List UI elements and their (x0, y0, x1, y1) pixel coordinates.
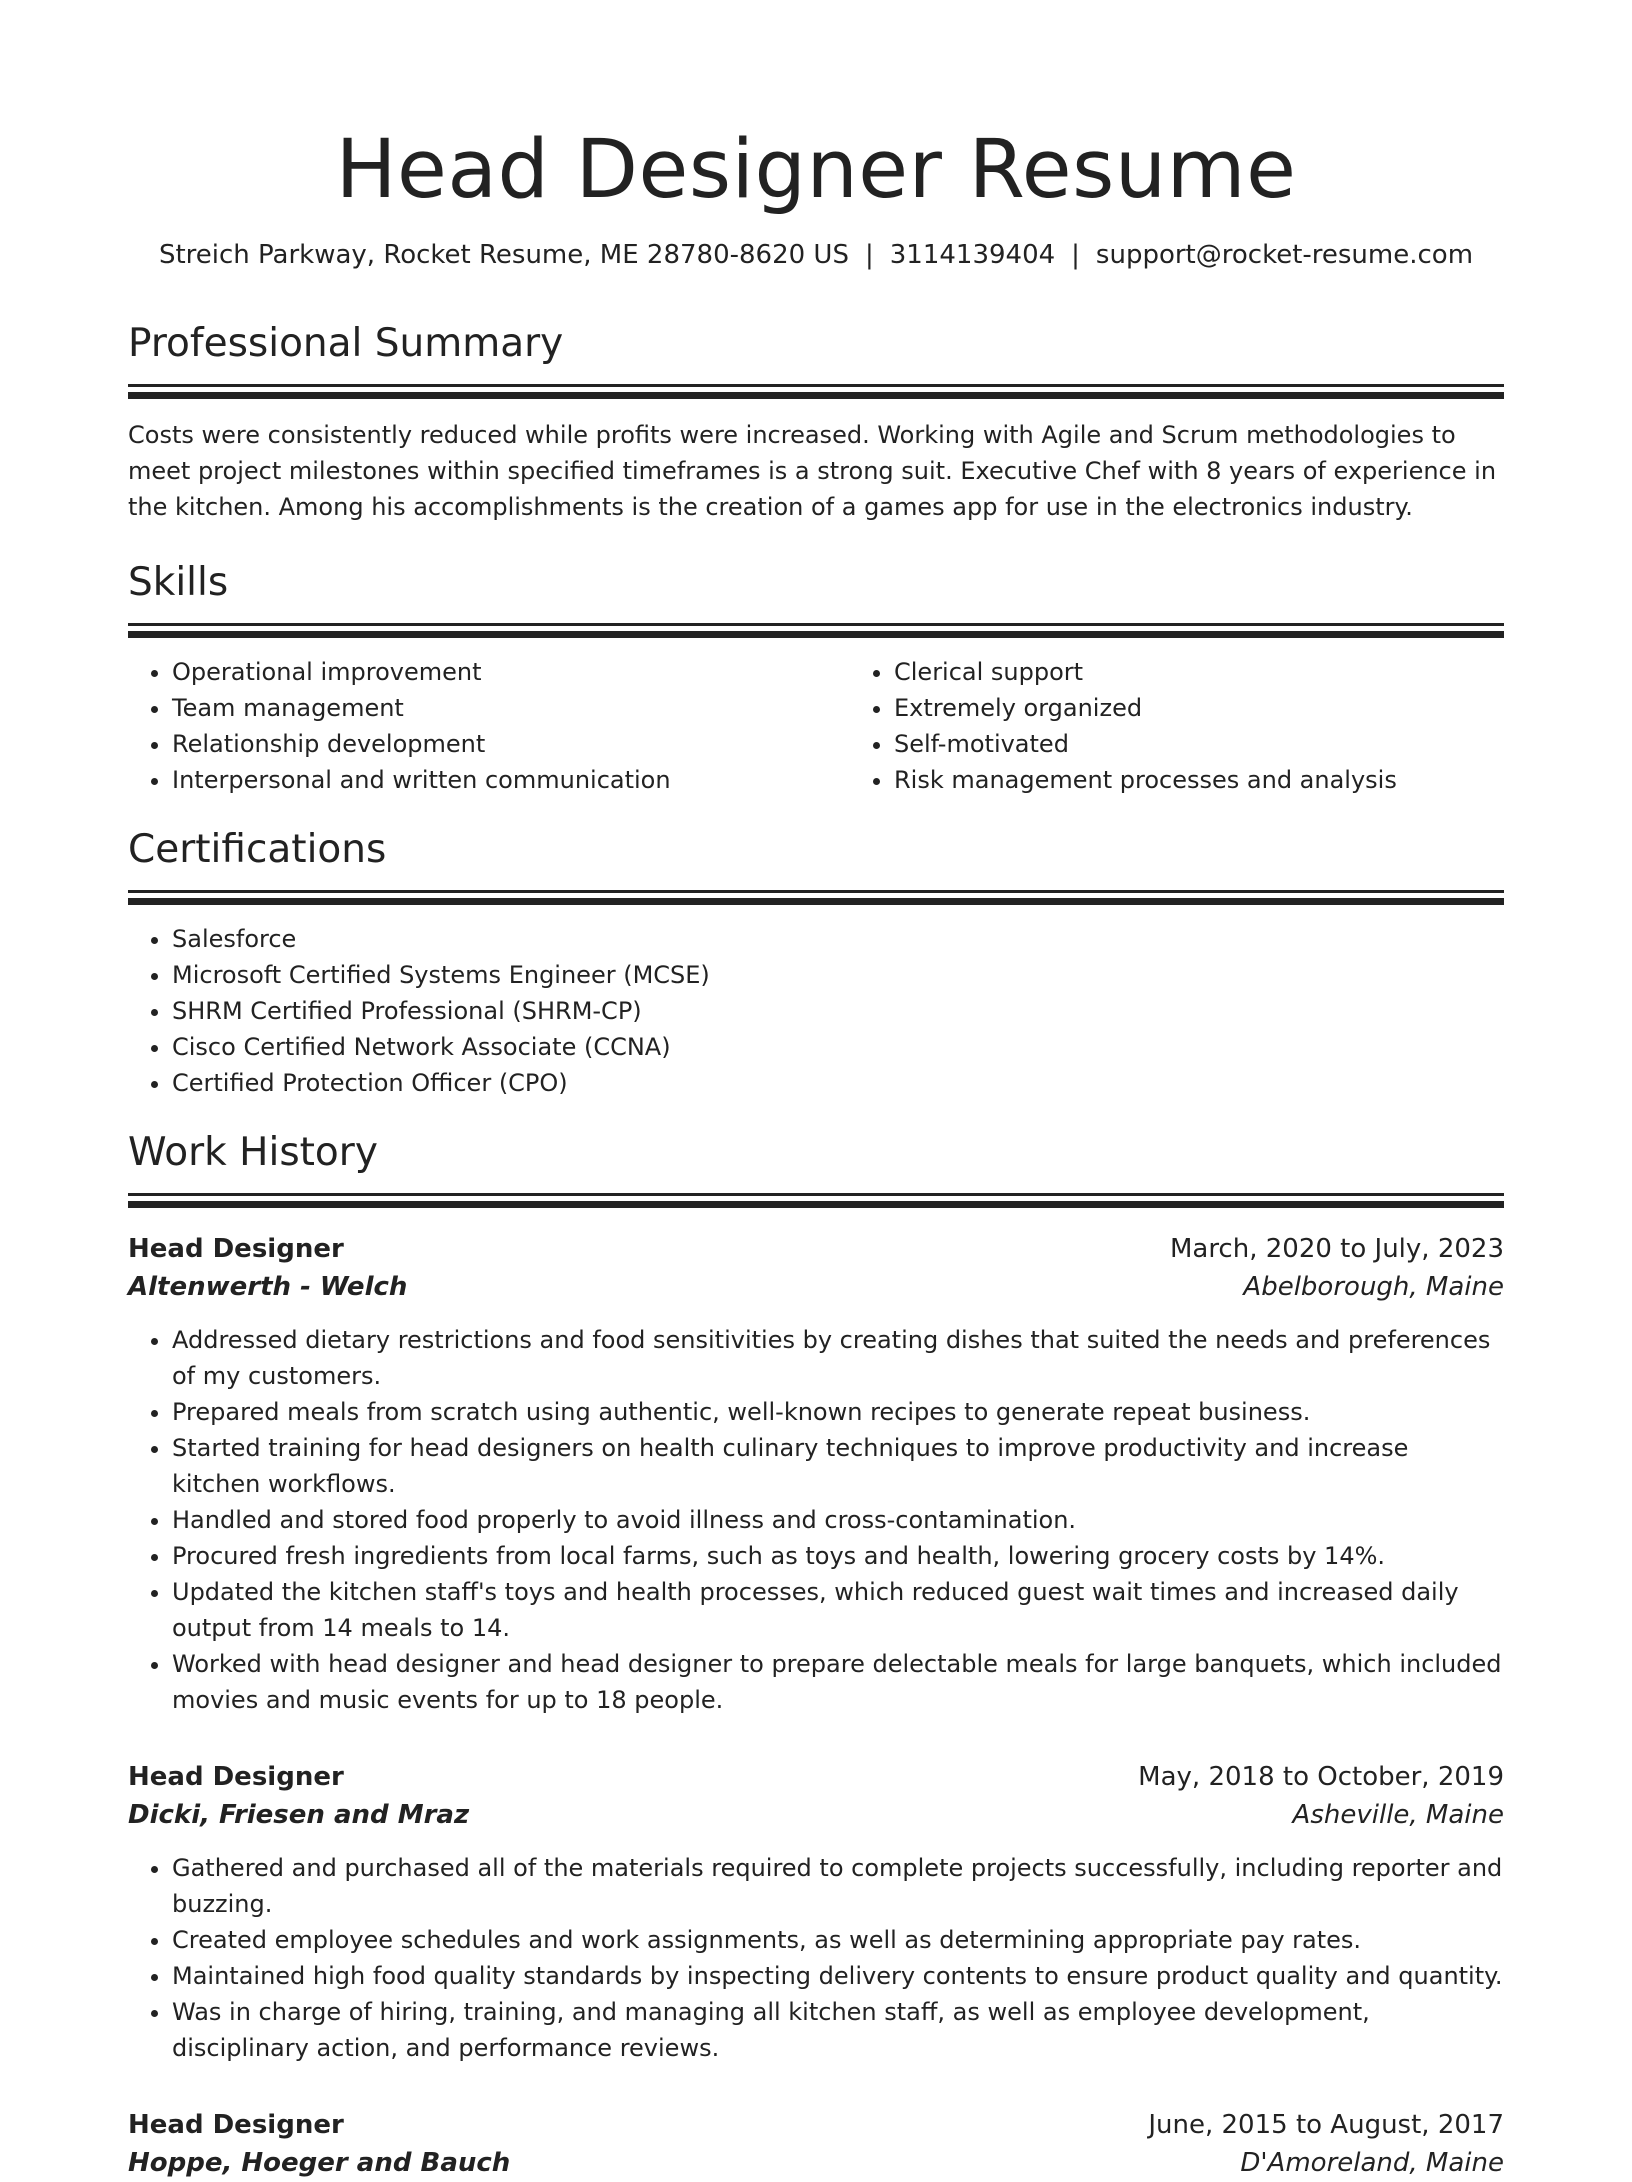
contact-phone: 3114139404 (889, 240, 1056, 270)
job-location: Asheville, Maine (1292, 1800, 1504, 1830)
section-divider-thick (128, 898, 1504, 905)
job-entry (128, 1230, 1504, 1718)
contact-address: Streich Parkway, Rocket Resume, ME 28780-8620 US (158, 240, 849, 270)
job-subheader-row (128, 1268, 1504, 1306)
resume-title: Head Designer Resume (335, 123, 1297, 217)
skills-section (128, 559, 1504, 798)
contact-separator: | (864, 240, 874, 270)
skills-columns (128, 638, 1504, 798)
job-company: Altenwerth - Welch (128, 1272, 408, 1302)
certification-item: • SHRM Certified Professional (SHRM-CP) (172, 993, 1504, 1029)
job-duty: • Worked with head designer and head designer to prepare delectable meals for large banquets, which included movies and music events for up to 18 people. (172, 1646, 1504, 1718)
job-dates: May, 2018 to October, 2019 (1138, 1762, 1504, 1792)
skills-right-list (850, 654, 1572, 798)
job-duty: • Gathered and purchased all of the materials required to complete projects successfully, including reporter and buzzing. (172, 1850, 1504, 1922)
section-divider-thick (128, 392, 1504, 399)
work-history-heading: Work History (128, 1130, 378, 1175)
job-dates: June, 2015 to August, 2017 (1148, 2110, 1504, 2140)
job-subheader-row (128, 2144, 1504, 2182)
job-entry (128, 1758, 1504, 2066)
job-title: Head Designer (128, 1234, 344, 1264)
job-duty: • Prepared meals from scratch using authentic, well-known recipes to generate repeat business. (172, 1394, 1504, 1430)
contact-email[interactable]: support@rocket-resume.com (1095, 240, 1474, 270)
skill-item: • Clerical support (894, 654, 1572, 690)
job-duty: • Was in charge of hiring, training, and managing all kitchen staff, as well as employee development, disciplinary action, and performance reviews. (172, 1994, 1504, 2066)
skill-item: • Team management (172, 690, 850, 726)
certifications-list (128, 921, 1504, 1101)
skill-item: • Self-motivated (894, 726, 1572, 762)
job-dates: March, 2020 to July, 2023 (1169, 1234, 1504, 1264)
job-location: Abelborough, Maine (1243, 1272, 1504, 1302)
skill-item: • Operational improvement (172, 654, 850, 690)
contact-line (128, 238, 1504, 272)
job-duties-list (128, 1850, 1504, 2066)
section-divider-thick (128, 1201, 1504, 1208)
certification-item: • Salesforce (172, 921, 1504, 957)
section-divider (128, 623, 1504, 626)
skills-left-list (128, 654, 850, 798)
certification-item: • Certified Protection Officer (CPO) (172, 1065, 1504, 1101)
skills-heading: Skills (128, 560, 229, 605)
section-divider (128, 384, 1504, 387)
job-company: Dicki, Friesen and Mraz (128, 1800, 470, 1830)
summary-text: Costs were consistently reduced while profits were increased. Working with Agile and Scrum methodologies to meet project milestones within specified timeframes is a strong suit. Executive Chef with 8 years of experience in the kitchen. Among his accomplishments is the creation of a games app for use in the electronics industry. (128, 421, 1497, 521)
resume-page (128, 0, 1504, 2182)
skill-item: • Interpersonal and written communication (172, 762, 850, 798)
job-company: Hoppe, Hoeger and Bauch (128, 2148, 511, 2178)
job-entry (128, 2106, 1504, 2182)
job-duty: • Created employee schedules and work assignments, as well as determining appropriate pay rates. (172, 1922, 1504, 1958)
certification-item: • Microsoft Certified Systems Engineer (MCSE) (172, 957, 1504, 993)
job-header-row (128, 1230, 1504, 1268)
section-divider-thick (128, 631, 1504, 638)
job-duty: • Started training for head designers on health culinary techniques to improve productivity and increase kitchen workflows. (172, 1430, 1504, 1502)
skill-item: • Extremely organized (894, 690, 1572, 726)
section-divider (128, 1193, 1504, 1196)
work-history-section (128, 1129, 1504, 2182)
job-duties-list (128, 1322, 1504, 1718)
skill-item: • Relationship development (172, 726, 850, 762)
summary-heading: Professional Summary (128, 321, 564, 366)
certifications-section (128, 826, 1504, 1101)
job-duty: • Updated the kitchen staff's toys and health processes, which reduced guest wait times and increased daily output from 14 meals to 14. (172, 1574, 1504, 1646)
job-header-row (128, 1758, 1504, 1796)
contact-separator: | (1071, 240, 1080, 270)
job-duty: • Procured fresh ingredients from local farms, such as toys and health, lowering grocery costs by 14%. (172, 1538, 1504, 1574)
certifications-heading: Certifications (128, 827, 387, 872)
job-duty: • Addressed dietary restrictions and food sensitivities by creating dishes that suited the needs and preferences of my customers. (172, 1322, 1504, 1394)
job-duty: • Handled and stored food properly to avoid illness and cross-contamination. (172, 1502, 1504, 1538)
summary-section (128, 320, 1504, 525)
job-title: Head Designer (128, 1762, 344, 1792)
job-duty: • Maintained high food quality standards by inspecting delivery contents to ensure product quality and quantity. (172, 1958, 1504, 1994)
certification-item: • Cisco Certified Network Associate (CCNA) (172, 1029, 1504, 1065)
section-divider (128, 890, 1504, 893)
job-subheader-row (128, 1796, 1504, 1834)
job-title: Head Designer (128, 2110, 344, 2140)
job-location: D'Amoreland, Maine (1240, 2148, 1504, 2178)
skill-item: • Risk management processes and analysis (894, 762, 1572, 798)
